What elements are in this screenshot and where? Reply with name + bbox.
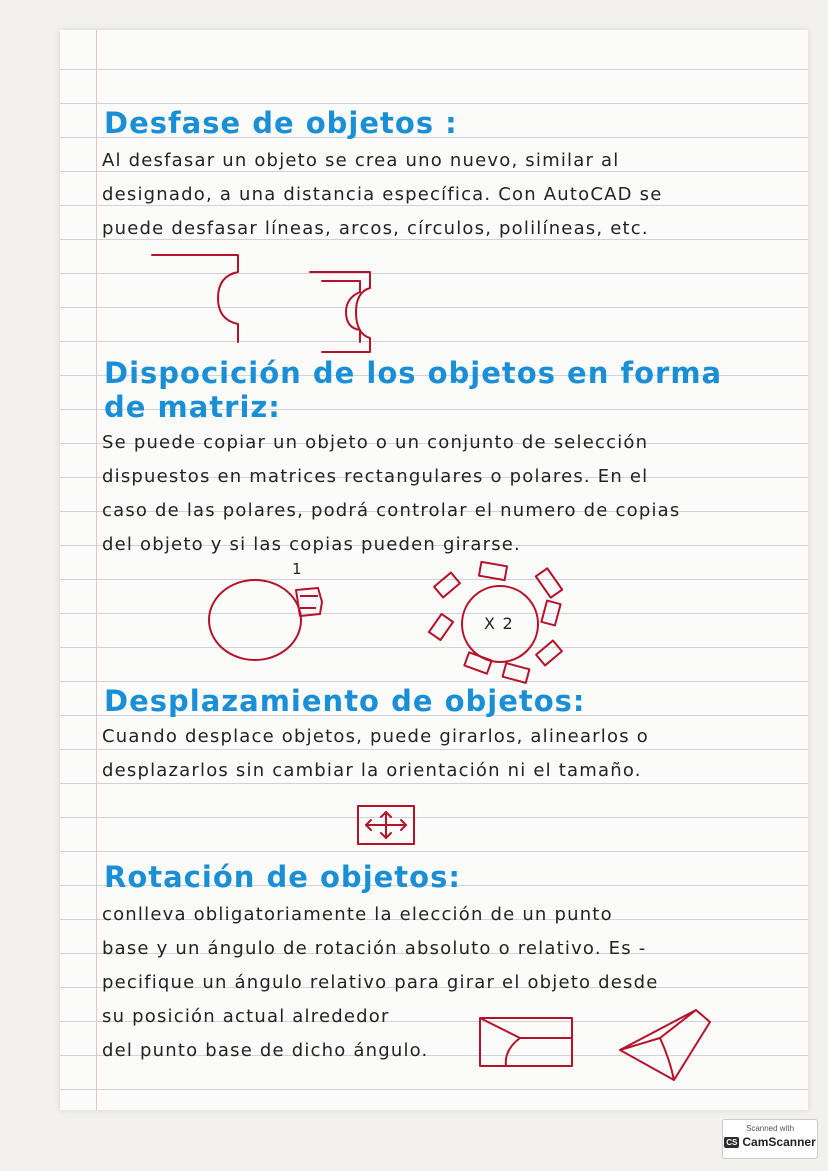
- text-line: caso de las polares, podrá controlar el numero de copias: [102, 500, 681, 521]
- text-line: puede desfasar líneas, arcos, círculos, polilíneas, etc.: [102, 218, 649, 239]
- text-line: del punto base de dicho ángulo.: [102, 1040, 429, 1061]
- camscanner-watermark: [722, 1119, 818, 1159]
- array-label-1: 1: [292, 560, 303, 578]
- text-line: Cuando desplace objetos, puede girarlos, alinearlos o: [102, 726, 649, 747]
- text-line: base y un ángulo de rotación absoluto o relativo. Es -: [102, 938, 647, 959]
- camscanner-logo-icon: CS: [726, 1138, 738, 1147]
- array-label-x2: X 2: [484, 614, 514, 633]
- rotation-sketch: [60, 30, 808, 1110]
- heading-desplazamiento: Desplazamiento de objetos:: [104, 684, 586, 718]
- text-line: conlleva obligatoriamente la elección de un punto: [102, 904, 613, 925]
- heading-matriz-line1: Dispocición de los objetos en forma: [104, 356, 723, 390]
- heading-desfase: Desfase de objetos :: [104, 106, 458, 140]
- watermark-caption: Scanned with: [745, 1124, 795, 1133]
- text-line: su posición actual alrededor: [102, 1006, 390, 1027]
- text-line: Al desfasar un objeto se crea uno nuevo, similar al: [102, 150, 620, 171]
- heading-rotacion: Rotación de objetos:: [104, 860, 461, 894]
- notebook-page: [60, 30, 808, 1110]
- text-line: del objeto y si las copias pueden girarse.: [102, 534, 521, 555]
- text-line: desplazarlos sin cambiar la orientación ni el tamaño.: [102, 760, 642, 781]
- text-line: Se puede copiar un objeto o un conjunto de selección: [102, 432, 649, 453]
- watermark-brand: [723, 1135, 817, 1149]
- text-line: dispuestos en matrices rectangulares o polares. En el: [102, 466, 649, 487]
- text-line: designado, a una distancia específica. Con AutoCAD se: [102, 184, 663, 205]
- text-line: pecifique un ángulo relativo para girar el objeto desde: [102, 972, 659, 993]
- watermark-brand-text: CamScanner: [742, 1135, 816, 1149]
- heading-matriz-line2: de matriz:: [104, 390, 281, 424]
